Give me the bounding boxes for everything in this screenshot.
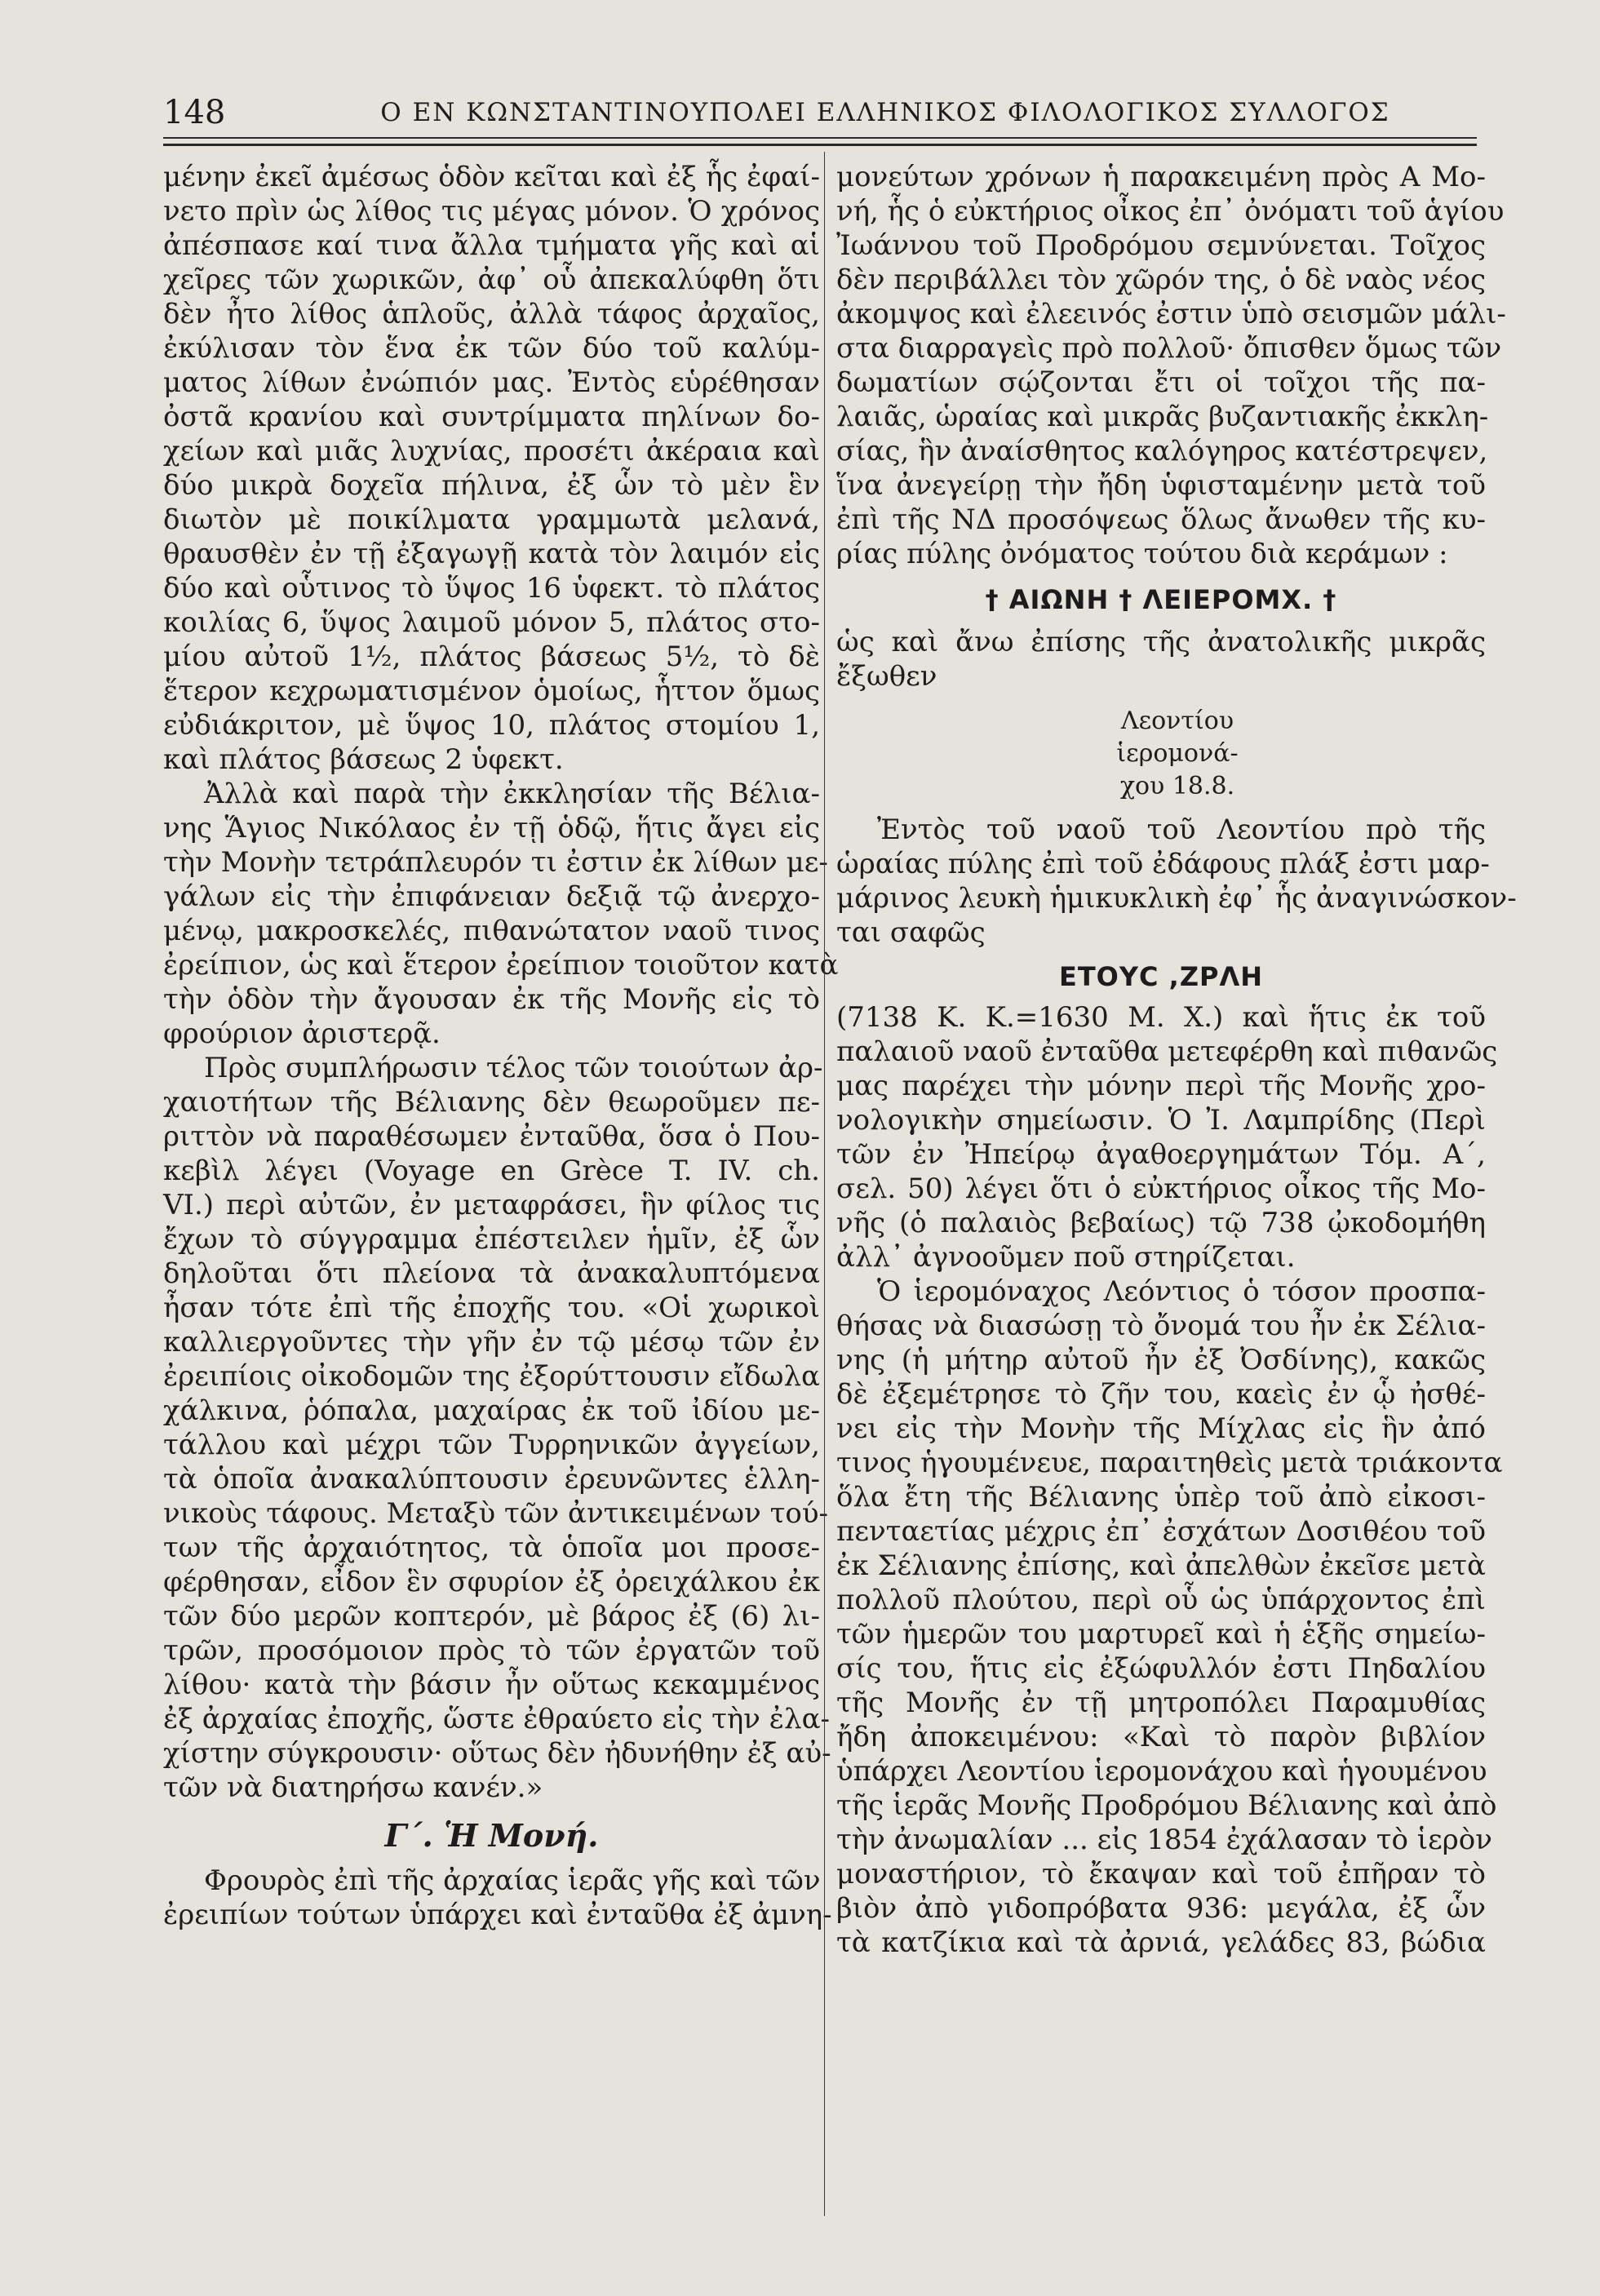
- text-line: βιὸν ἀπὸ γιδοπρόβατα 936: μεγάλα, ἐξ ὧν: [836, 1892, 1486, 1925]
- text-line: ἐπὶ τῆς ΝΔ προσόψεως ὅλως ἄνωθεν τῆς κυ-: [836, 503, 1486, 536]
- text-line: ὅλα ἔτη τῆς Βέλιανης ὑπὲρ τοῦ ἀπὸ εἰκοσι-: [836, 1481, 1486, 1514]
- text-line: ὡς καὶ ἄνω ἐπίσης τῆς ἀνατολικῆς μικρᾶς: [836, 626, 1486, 658]
- text-line: μίου αὐτοῦ 1½, πλάτος βάσεως 5½, τὸ δὲ: [163, 640, 820, 673]
- text-line: χείων καὶ μιᾶς λυχνίας, προσέτι ἀκέραια καὶ: [163, 435, 820, 468]
- text-line: ὑπάρχει Λεοντίου ἱερομονάχου καὶ ἡγουμένου: [836, 1755, 1487, 1788]
- paragraph: [836, 813, 1517, 950]
- text-line: νετο πρὶν ὡς λίθος τις μέγας μόνον. Ὁ χρόνος: [163, 195, 820, 228]
- text-line: μάρινος λευκὴ ἡμικυκλικὴ ἐφ᾽ ἧς ἀναγινώσκον-: [836, 882, 1517, 915]
- header-rule-double: [163, 144, 1477, 146]
- text-line: ἐκ Σέλιανης ἐπίσης, καὶ ἀπελθὼν ἐκεῖσε μετὰ: [836, 1549, 1486, 1582]
- text-line: κοιλίας 6, ὕψος λαιμοῦ μόνον 5, πλάτος στο-: [163, 606, 820, 639]
- text-line: ἀκομψος καὶ ἐλεεινός ἐστιν ὑπὸ σεισμῶν μάλι-: [836, 298, 1506, 330]
- inscription-block: [836, 705, 1486, 803]
- text-line: δὲ ἐξεμέτρησε τὸ ζῆν του, καεὶς ἐν ᾧ ἠσθέ-: [836, 1378, 1486, 1411]
- text-line: ἐξ ἀρχαίας ἐποχῆς, ὥστε ἐθραύετο εἰς τὴν ἐλα-: [163, 1703, 831, 1735]
- text-line: χίστην σύγκρουσιν· οὕτως δὲν ἠδυνήθην ἐξ αὐ-: [163, 1737, 831, 1770]
- paragraph: [836, 1000, 1498, 1274]
- paragraph: [836, 1274, 1503, 1960]
- text-line: νης (ἡ μήτηρ αὐτοῦ ἦν ἐξ Ὀσδίνης), κακῶς: [836, 1344, 1486, 1376]
- text-line: σίας, ἣν ἀναίσθητος καλόγηρος κατέστρεψεν,: [836, 435, 1488, 468]
- text-line: χαιοτήτων τῆς Βέλιανης δὲν θεωροῦμεν πε-: [163, 1086, 820, 1119]
- text-line: δὲν ἦτο λίθος ἁπλοῦς, ἀλλὰ τάφος ἀρχαῖος,: [163, 298, 820, 330]
- text-line: θραυσθὲν ἐν τῇ ἐξαγωγῇ κατὰ τὸν λαιμόν εἰς: [163, 538, 820, 570]
- text-line: τῶν ἡμερῶν του μαρτυρεῖ καὶ ἡ ἑξῆς σημείω-: [836, 1618, 1486, 1651]
- inscription-line: † ΑΙΩΝΗ † ΛΕΙΕΡΟΜΧ. †: [985, 584, 1337, 615]
- paragraph: [163, 160, 820, 777]
- text-line: ἤδη ἀποκειμένου: «Καὶ τὸ παρὸν βιβλίον: [836, 1721, 1486, 1753]
- text-line: ὀστᾶ κρανίου καὶ συντρίμματα πηλίνων δο-: [163, 401, 820, 433]
- text-line: διωτὸν μὲ ποικίλματα γραμμωτὰ μελανά,: [163, 503, 820, 536]
- text-line: ἕτερον κεχρωματισμένον ὁμοίως, ἧττον ὅμως: [163, 675, 820, 707]
- text-line: πολλοῦ πλούτου, περὶ οὗ ὡς ὑπάρχοντος ἐπὶ: [836, 1584, 1486, 1616]
- text-line: εὐδιάκριτον, μὲ ὕψος 10, πλάτος στομίου 1,: [163, 709, 820, 742]
- text-line: δύο μικρὰ δοχεῖα πήλινα, ἐξ ὧν τὸ μὲν ἓν: [163, 469, 820, 502]
- text-line: Ἐντὸς τοῦ ναοῦ τοῦ Λεοντίου πρὸ τῆς: [877, 813, 1486, 846]
- text-line: ἐρείπιον, ὡς καὶ ἕτερον ἐρείπιον τοιοῦτον κατὰ: [163, 949, 839, 982]
- text-line: γάλων εἰς τὴν ἐπιφάνειαν δεξιᾷ τῷ ἀνερχο-: [163, 880, 820, 913]
- left-column: [163, 160, 839, 1932]
- text-line: δὲν περιβάλλει τὸν χῶρόν της, ὁ δὲ ναὸς νέος: [836, 264, 1486, 296]
- text-line: Ἰωάννου τοῦ Προδρόμου σεμνύνεται. Τοῖχος: [836, 229, 1486, 262]
- text-line: χάλκινα, ῥόπαλα, μαχαίρας ἐκ τοῦ ἰδίου με-: [163, 1394, 820, 1427]
- text-line: ἔξωθεν: [836, 660, 937, 693]
- text-line: μονεύτων χρόνων ἡ παρακειμένη πρὸς Α Μο-: [836, 161, 1486, 193]
- text-line: τῆς Μονῆς ἐν τῇ μητροπόλει Παραμυθίας: [836, 1687, 1486, 1719]
- text-line: τῶν δύο μερῶν κοπτερόν, μὲ βάρος ἐξ (6) λι-: [163, 1600, 820, 1633]
- text-line: τάλλου καὶ μέχρι τῶν Τυρρηνικῶν ἀγγείων,: [163, 1429, 820, 1461]
- inscription-text: χου 18.8.: [1119, 772, 1235, 800]
- text-line: ἀπέσπασε καί τινα ἄλλα τμήματα γῆς καὶ αἱ: [163, 229, 820, 262]
- running-head: Ο ΕΝ ΚΩΝΣΤΑΝΤΙΝΟΥΠΟΛΕΙ ΕΛΛΗΝΙΚΟΣ ΦΙΛΟΛΟΓΙΚΟΣ ΣΥΛΛΟΓΟΣ: [380, 98, 1390, 127]
- text-line: των τῆς ἀρχαιότητος, τὰ ὁποῖα μοι προσε-: [163, 1531, 820, 1564]
- text-line: ρίας πύλης ὀνόματος τούτου διὰ κεράμων :: [836, 538, 1448, 570]
- text-line: στα διαρραγεὶς πρὸ πολλοῦ· ὄπισθεν ὅμως τῶν: [836, 332, 1502, 365]
- paragraph: [836, 160, 1506, 571]
- text-line: τὰ κατζίκια καὶ τὰ ἀρνιά, γελάδες 83, βώδια: [836, 1926, 1486, 1959]
- text-line: Ἀλλὰ καὶ παρὰ τὴν ἐκκλησίαν τῆς Βέλια-: [204, 778, 820, 810]
- text-line: τινος ἡγουμένευε, παραιτηθεὶς μετὰ τριάκοντα: [836, 1447, 1503, 1479]
- text-line: Ὁ ἱερομόναχος Λεόντιος ὁ τόσον προσπα-: [877, 1275, 1486, 1308]
- inscription-text: ἱερομονά-: [1116, 739, 1239, 768]
- text-line: μένην ἐκεῖ ἀμέσως ὁδὸν κεῖται καὶ ἐξ ἧς ἐφαί-: [163, 161, 820, 193]
- text-line: (7138 Κ. Κ.=1630 Μ. Χ.) καὶ ἥτις ἐκ τοῦ: [836, 1001, 1486, 1034]
- inscription-text: Λεοντίου: [1120, 707, 1234, 735]
- text-line: νή, ἧς ὁ εὐκτήριος οἶκος ἐπ᾽ ὀνόματι τοῦ ἁγίου: [836, 195, 1505, 228]
- paragraph: [163, 1864, 832, 1932]
- text-line: ται σαφῶς: [836, 916, 986, 949]
- paragraph: [836, 625, 1486, 694]
- text-line: Φρουρὸς ἐπὶ τῆς ἀρχαίας ἱερᾶς γῆς καὶ τῶν: [204, 1864, 821, 1897]
- text-line: τῆς ἱερᾶς Μονῆς Προδρόμου Βέλιανης καὶ ἀπὸ: [836, 1789, 1497, 1822]
- text-line: ἔχων τὸ σύγγραμμα ἐπέστειλεν ἡμῖν, ἐξ ὧν: [163, 1223, 820, 1256]
- text-line: τὴν ἀνωμαλίαν ... εἰς 1854 ἐχάλασαν τὸ ἱερὸν: [836, 1824, 1492, 1856]
- text-line: ἵνα ἀνεγείρῃ τὴν ἤδη ὑφισταμένην μετὰ τοῦ: [836, 469, 1486, 502]
- text-line: δωματίων σῴζονται ἔτι οἱ τοῖχοι τῆς πα-: [836, 366, 1486, 399]
- text-line: λαιᾶς, ὡραίας καὶ μικρᾶς βυζαντιακῆς ἐκκλη-: [836, 401, 1489, 433]
- text-line: τὰ ὁποῖα ἀνακαλύπτουσιν ἐρευνῶντες ἑλλη-: [163, 1463, 820, 1496]
- text-line: τὴν Μονὴν τετράπλευρόν τι ἐστιν ἐκ λίθων με-: [163, 846, 828, 879]
- text-line: μας παρέχει τὴν μόνην περὶ τῆς Μονῆς χρο-: [836, 1070, 1486, 1102]
- text-line: δηλοῦται ὅτι πλείονα τὰ ἀνακαλυπτόμενα: [163, 1257, 820, 1290]
- text-line: Πρὸς συμπλήρωσιν τέλος τῶν τοιούτων ἀρ-: [204, 1052, 823, 1084]
- text-line: τὴν ὁδὸν τὴν ἄγουσαν ἐκ τῆς Μονῆς εἰς τὸ: [163, 983, 820, 1016]
- text-line: πενταετίας μέχρις ἐπ᾽ ἐσχάτων Δοσιθέου τοῦ: [836, 1515, 1486, 1548]
- page-number: 148: [163, 94, 226, 131]
- text-line: σελ. 50) λέγει ὅτι ὁ εὐκτήριος οἶκος τῆς Μο-: [836, 1172, 1486, 1205]
- text-line: ἀλλ᾽ ἀγνοοῦμεν ποῦ στηρίζεται.: [836, 1241, 1296, 1274]
- header-rule: [163, 137, 1477, 139]
- text-line: τῶν νὰ διατηρήσω κανέν.»: [163, 1771, 543, 1804]
- text-line: νῆς (ὁ παλαιὸς βεβαίως) τῷ 738 ᾠκοδομήθη: [836, 1207, 1486, 1239]
- page-header: [163, 88, 1477, 137]
- text-line: φρούριον ἀριστερᾷ.: [163, 1017, 441, 1050]
- text-line: ματος λίθων ἐνώπιόν μας. Ἐντὸς εὑρέθησαν: [163, 366, 820, 399]
- text-line: καλλιεργοῦντες τὴν γῆν ἐν τῷ μέσῳ τῶν ἐν: [163, 1326, 820, 1359]
- text-line: νει εἰς τὴν Μονὴν τῆς Μίχλας εἰς ἣν ἀπό: [836, 1412, 1486, 1445]
- text-line: VI.) περὶ αὐτῶν, ἐν μεταφράσει, ἣν φίλος τις: [163, 1189, 820, 1221]
- text-line: λίθου· κατὰ τὴν βάσιν ἦν οὕτως κεκαμμένος: [163, 1669, 820, 1701]
- text-line: νης Ἅγιος Νικόλαος ἐν τῇ ὁδῷ, ἥτις ἄγει εἰς: [163, 812, 820, 844]
- text-line: παλαιοῦ ναοῦ ἐνταῦθα μετεφέρθη καὶ πιθανῶς: [836, 1035, 1498, 1068]
- right-column: [824, 152, 1517, 2216]
- text-line: ἐρειπίοις οἰκοδομῶν της ἐξορύττουσιν εἴδωλα: [163, 1360, 820, 1393]
- text-line: νικοὺς τάφους. Μεταξὺ τῶν ἀντικειμένων τού-: [163, 1497, 829, 1530]
- text-line: φέρθησαν, εἶδον ἓν σφυρίον ἐξ ὀρειχάλκου ἐκ: [163, 1566, 820, 1598]
- text-line: κεβὶλ λέγει (Voyage en Grèce T. IV. ch.: [163, 1155, 820, 1187]
- inscription-date: ΕΤΟΥC ,ΖΡΛΗ: [1058, 961, 1264, 992]
- paragraph: [163, 777, 839, 1051]
- text-line: σίς του, ἥτις εἰς ἐξώφυλλόν ἐστι Πηδαλίου: [836, 1652, 1486, 1685]
- text-line: μοναστήριον, τὸ ἔκαψαν καὶ τοῦ ἐπῆραν τὸ: [836, 1858, 1486, 1890]
- text-line: τρῶν, προσόμοιον πρὸς τὸ τῶν ἐργατῶν τοῦ: [163, 1634, 820, 1667]
- text-line: ἐρειπίων τούτων ὑπάρχει καὶ ἐνταῦθα ἐξ ἀμνη-: [163, 1899, 832, 1931]
- text-line: δύο καὶ οὗτινος τὸ ὕψος 16 ὑφεκτ. τὸ πλάτος: [163, 572, 820, 605]
- text-line: καὶ πλάτος βάσεως 2 ὑφεκτ.: [163, 743, 564, 776]
- text-line: ἐκύλισαν τὸν ἕνα ἐκ τῶν δύο τοῦ καλύμ-: [163, 332, 820, 365]
- text-line: νολογικὴν σημείωσιν. Ὁ Ἰ. Λαμπρίδης (Περὶ: [836, 1104, 1486, 1137]
- text-line: ριττὸν νὰ παραθέσωμεν ἐνταῦθα, ὅσα ὁ Που-: [163, 1120, 820, 1153]
- text-line: θήσας νὰ διασώσῃ τὸ ὄνομά του ἦν ἐκ Σέλια-: [836, 1310, 1486, 1342]
- text-line: μένῳ, μακροσκελές, πιθανώτατον ναοῦ τινος: [163, 915, 820, 947]
- paragraph: [163, 1051, 831, 1805]
- text-line: ἦσαν τότε ἐπὶ τῆς ἐποχῆς του. «Οἱ χωρικοὶ: [163, 1292, 820, 1324]
- text-line: χεῖρες τῶν χωρικῶν, ἀφ᾽ οὗ ἀπεκαλύφθη ὅτι: [163, 264, 820, 296]
- text-line: ὡραίας πύλης ἐπὶ τοῦ ἐδάφους πλάξ ἐστι μαρ-: [836, 848, 1490, 880]
- text-line: τῶν ἐν Ἠπείρῳ ἀγαθοεργημάτων Τόμ. Α΄,: [836, 1138, 1486, 1171]
- section-heading: Γ΄. Ἡ Μονή.: [384, 1817, 599, 1854]
